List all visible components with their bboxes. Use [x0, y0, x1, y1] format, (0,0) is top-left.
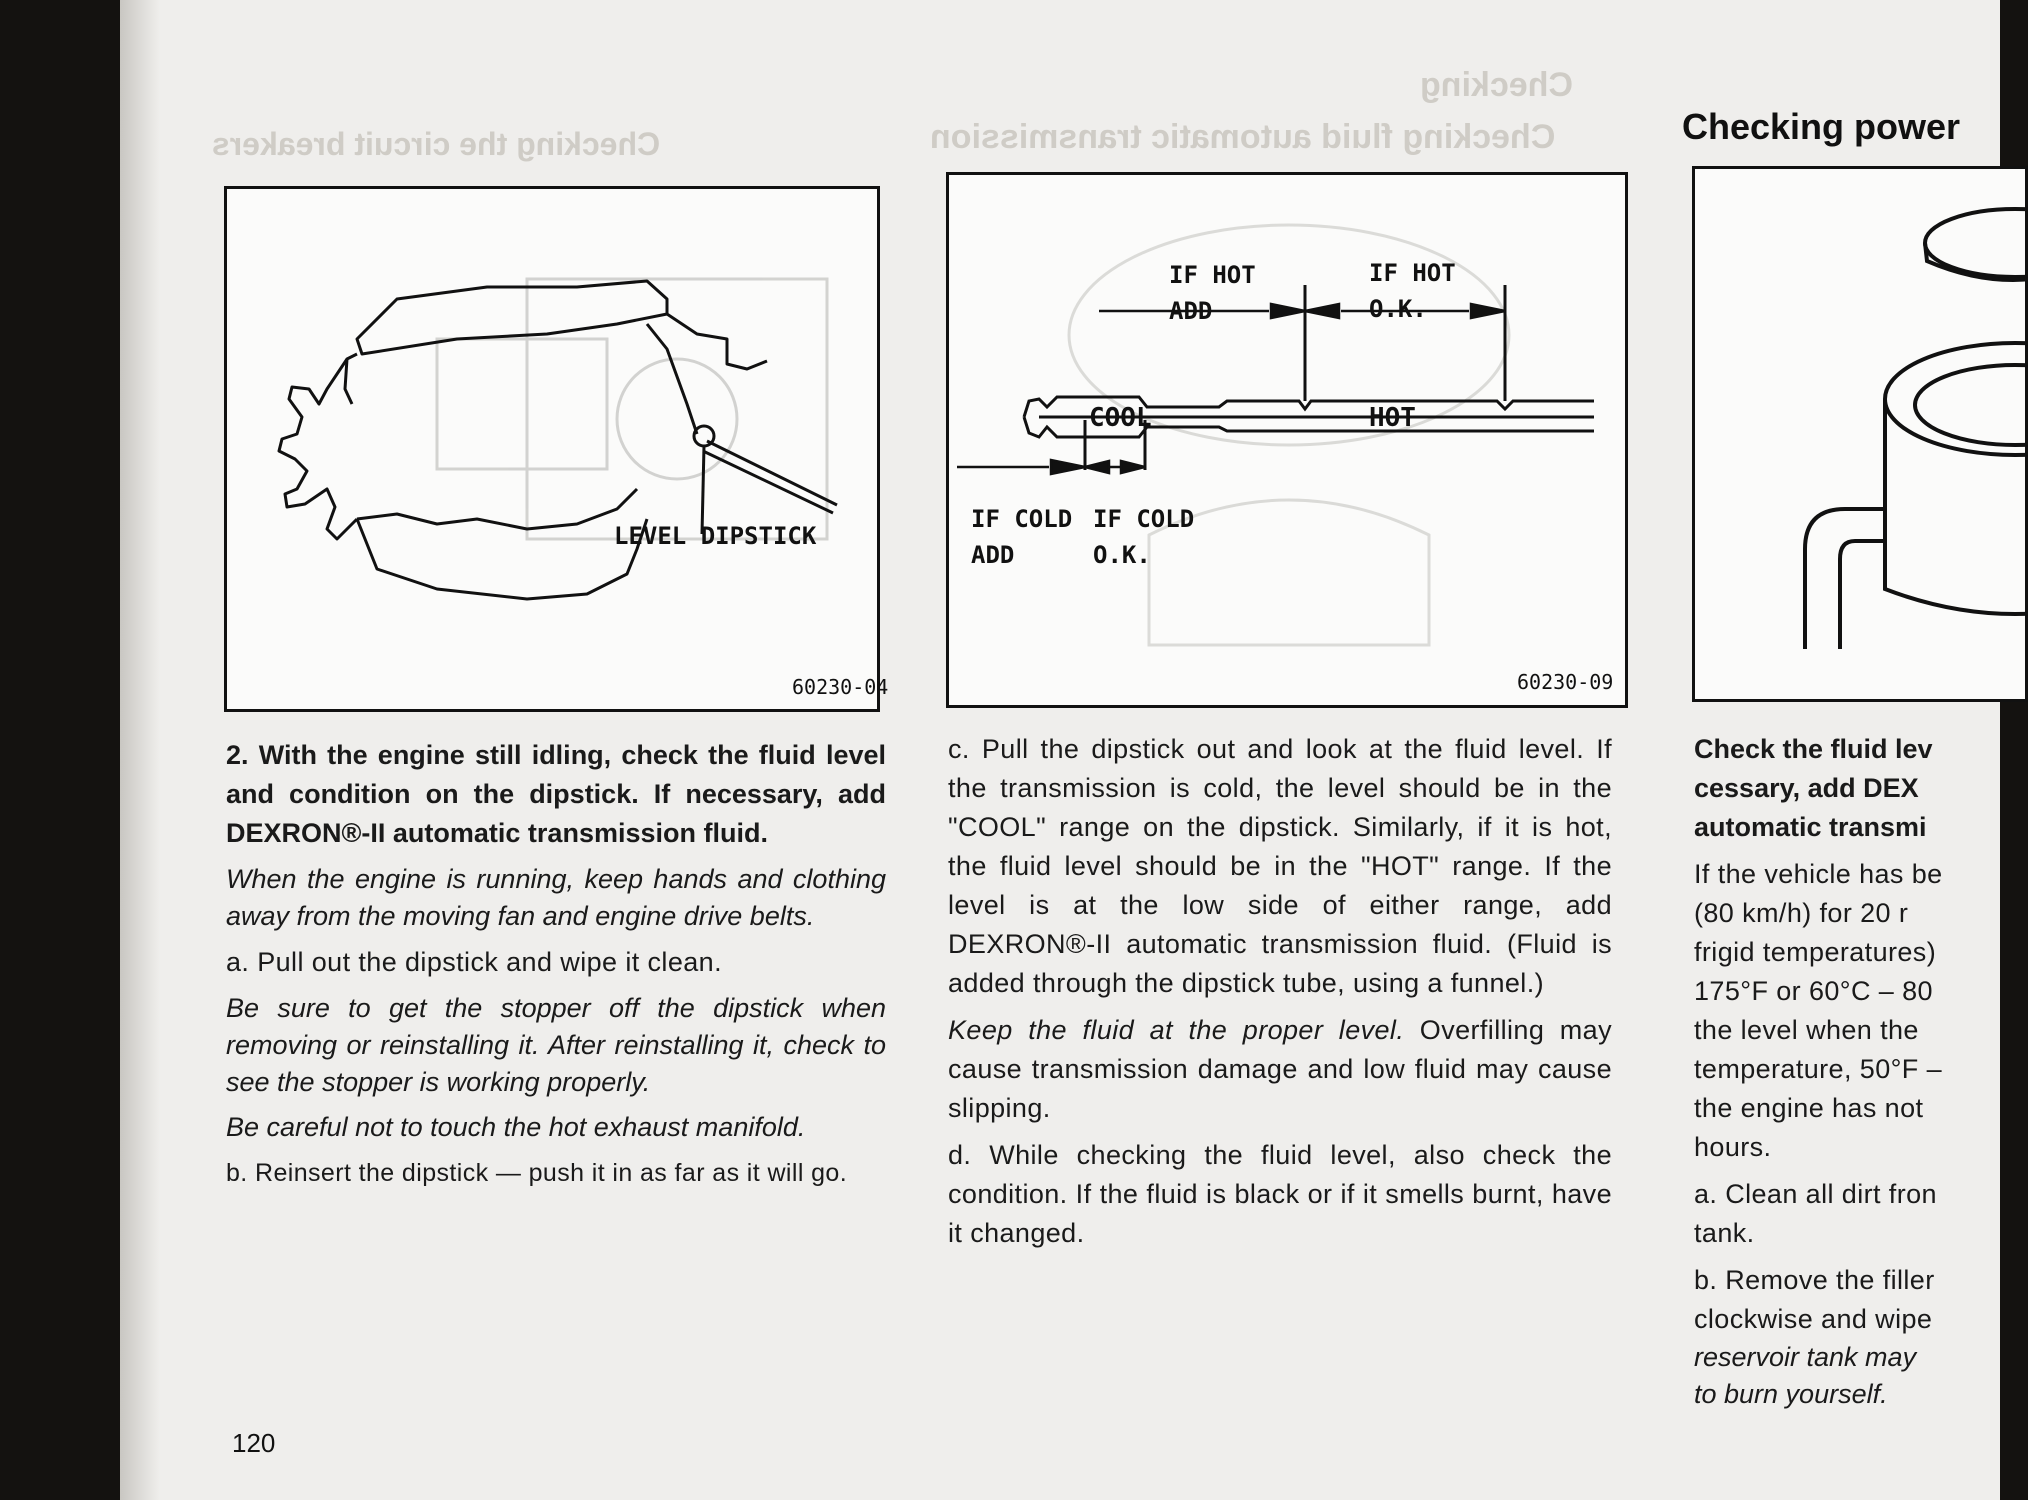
keep-proper-level-rest: Overfilling may cause transmission damage and low fluid may cause slipping. [948, 1015, 1613, 1123]
right-body-line-2: (80 km/h) for 20 r [1694, 898, 1909, 928]
keep-proper-level [948, 1011, 1612, 1128]
warning-moving-fan: When the engine is running, keep hands and clothing away from the moving fan and engine drive belts. [226, 864, 886, 931]
figure-engine-dipstick [224, 186, 889, 712]
label-if-hot-add-2-visible: ADD [1169, 297, 1213, 325]
right-body-line-5: the level when the [1694, 1015, 1919, 1045]
text-column-right [1694, 730, 2014, 1413]
right-italic-line-1: reservoir tank may [1694, 1342, 1917, 1372]
page-gutter-shadow [120, 0, 160, 1500]
right-body-line-6: temperature, 50°F – [1694, 1054, 1943, 1084]
right-bold-line-2: cessary, add DEX [1694, 773, 1919, 803]
figure-dipstick-ranges [946, 172, 1628, 708]
right-body-line-1: If the vehicle has be [1694, 859, 1943, 889]
engine-illustration [227, 189, 889, 709]
label-if-cold-ok-1: IF COLD [1093, 505, 1195, 533]
right-bold-line-1: Check the fluid lev [1694, 734, 1933, 764]
label-if-hot-ok-2: O.K. [1369, 295, 1427, 323]
right-body-line-7: the engine has not [1694, 1093, 1924, 1123]
bleed-through-right-heading-1: Checking [1420, 66, 1574, 104]
step-2-instruction: 2. With the engine still idling, check the fluid level and condition on the dipstick. If necessary, add DEXRON®-II automatic transmission fluid. [226, 740, 886, 848]
text-column-left [226, 736, 886, 1201]
label-if-cold-add-1: IF COLD [971, 505, 1073, 533]
label-hot: HOT [1369, 403, 1416, 433]
warning-stopper: Be sure to get the stopper off the dipstick when removing or reinstalling it. After reinstalling it, check to see the stopper is working properly. [226, 993, 886, 1097]
right-italic-line-2: to burn yourself. [1694, 1379, 1888, 1409]
label-if-hot-ok-1: IF HOT [1369, 259, 1456, 287]
label-if-cold-ok-2: O.K. [1093, 541, 1151, 569]
figure-id-left: 60230-04 [792, 675, 889, 699]
label-if-cold-add-2: ADD [971, 541, 1015, 569]
right-body-line-8: hours. [1694, 1132, 1772, 1162]
step-a-pull-dipstick: a. Pull out the dipstick and wipe it clean. [226, 947, 722, 977]
section-heading-power-steering: Checking power [1682, 106, 1961, 147]
step-c-check-level: c. Pull the dipstick out and look at the fluid level. If the transmission is cold, the level should be in the "COOL" range on the dipstick. Similarly, if it is hot, the fluid level should be in the "HOT" range. If the level is at the low side of either range, add DEXRON®-II automatic transmission fluid. (Fluid is added through the dipstick tube, using a funnel.) [948, 734, 1612, 998]
right-body-line-4: 175°F or 60°C – 80 [1694, 976, 1933, 1006]
right-step-b-line-1: b. Remove the filler [1694, 1265, 1935, 1295]
right-step-b-line-2: clockwise and wipe [1694, 1304, 1933, 1334]
label-if-hot-add-1: IF HOT [1169, 261, 1256, 289]
label-level-dipstick: LEVEL DIPSTICK [614, 522, 817, 550]
keep-proper-level-emphasis: Keep the fluid at the proper level. [948, 1015, 1405, 1045]
right-step-a-line-1: a. Clean all dirt fron [1694, 1179, 1937, 1209]
warning-exhaust-manifold: Be careful not to touch the hot exhaust manifold. [226, 1112, 806, 1142]
dipstick-diagram [949, 175, 1625, 705]
page-number: 120 [232, 1428, 276, 1458]
right-bold-line-3: automatic transmi [1694, 812, 1927, 842]
text-column-middle [948, 730, 1612, 1261]
reservoir-illustration [1695, 169, 2025, 699]
right-step-a-line-2: tank. [1694, 1218, 1755, 1248]
right-body-line-3: frigid temperatures) [1694, 937, 1937, 967]
bleed-through-left-heading: Checking the circuit breakers [212, 126, 661, 162]
label-cool: COOL [1089, 403, 1152, 433]
figure-id-middle: 60230-09 [1517, 670, 1614, 694]
bleed-through-right-heading-2: Checking fluid automatic transmission [930, 118, 1556, 156]
figure-power-steering-reservoir [1692, 166, 2028, 702]
step-d-check-condition: d. While checking the fluid level, also check the condition. If the fluid is black or if it smells burnt, have it changed. [948, 1140, 1612, 1248]
manual-page [120, 0, 2000, 1500]
step-b-reinsert-dipstick: b. Reinsert the dipstick — push it in as far as it will go. [226, 1159, 848, 1187]
